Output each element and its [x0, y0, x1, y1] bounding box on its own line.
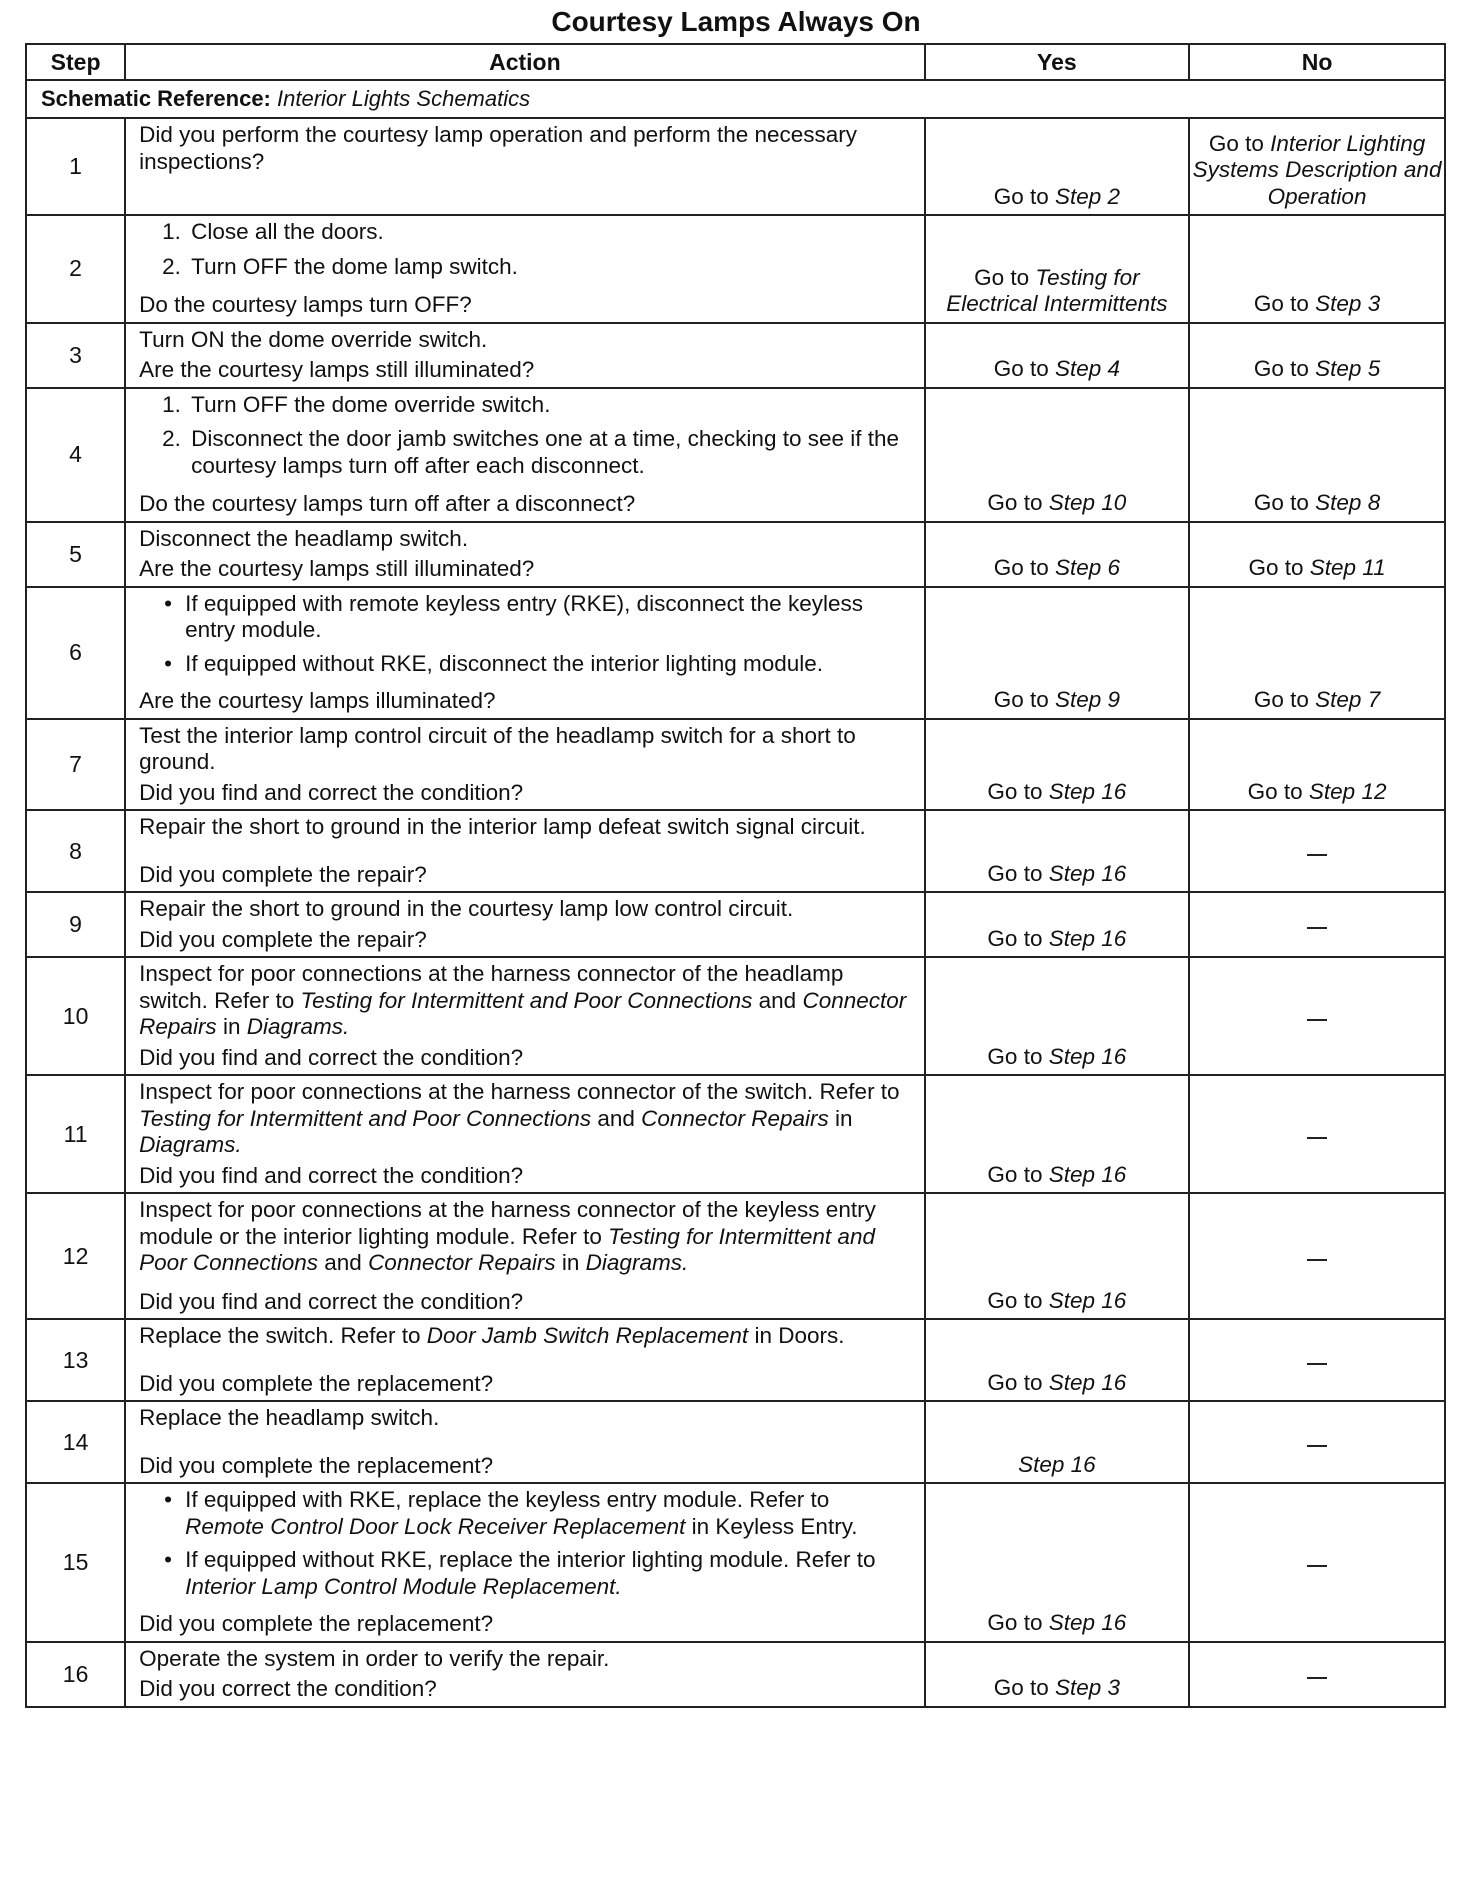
step-number: 11 — [26, 1075, 125, 1193]
action-content — [139, 1405, 909, 1479]
empty-dash — [1307, 1363, 1327, 1365]
table-row — [26, 1193, 1445, 1319]
action-cell — [125, 215, 924, 323]
table-row — [26, 1483, 1445, 1642]
reference-link[interactable]: Connector Repairs — [641, 1105, 829, 1131]
no-cell — [1189, 215, 1445, 323]
yes-cell — [925, 388, 1189, 522]
table-row — [26, 323, 1445, 388]
yes-prefix: Go to — [987, 1287, 1049, 1313]
instruction-text: Repair the short to ground in the courtesy lamp low control circuit. — [139, 896, 794, 921]
empty-dash — [1307, 1259, 1327, 1261]
instruction — [139, 723, 909, 776]
no-cell — [1189, 323, 1445, 388]
yes-cell — [925, 957, 1189, 1075]
yes-prefix: Go to — [993, 356, 1055, 381]
yes-prefix: Go to — [987, 1043, 1049, 1069]
yes-target-link[interactable]: Step 9 — [1054, 687, 1121, 712]
instruction — [139, 1079, 909, 1159]
yes-cell — [925, 323, 1189, 388]
yes-target-link[interactable]: Step 16 — [1048, 1610, 1127, 1635]
instruction — [139, 219, 909, 288]
reference-link[interactable]: Connector Repairs — [139, 987, 907, 1039]
reference-link[interactable]: Remote Control Door Lock Receiver Replacement — [185, 1513, 686, 1539]
step-number: 8 — [26, 810, 125, 892]
no-prefix: Go to — [1253, 291, 1316, 316]
yes-prefix: Go to — [993, 555, 1055, 580]
text-run: in — [555, 1250, 586, 1275]
step-number: 4 — [26, 388, 125, 522]
no-target-link[interactable]: Step 12 — [1308, 778, 1387, 804]
action-cell — [125, 1319, 924, 1401]
action-cell — [125, 388, 924, 522]
empty-dash — [1307, 1677, 1327, 1679]
instruction — [139, 1197, 909, 1277]
step-number: 5 — [26, 522, 125, 587]
no-prefix: Go to — [1247, 778, 1309, 804]
table-row — [26, 118, 1445, 215]
action-content — [139, 814, 909, 888]
no-cell — [1189, 587, 1445, 719]
action-content — [139, 122, 909, 211]
text-run: If equipped with RKE, replace the keyless entry module. Refer to — [185, 1487, 830, 1512]
table-row — [26, 522, 1445, 587]
yes-prefix: Go to — [987, 778, 1049, 804]
question-text: Did you complete the repair? — [139, 861, 427, 887]
instruction-text: Did you perform the courtesy lamp operation and perform the necessary inspections? — [139, 122, 858, 174]
yes-target-link[interactable]: Step 16 — [1048, 1369, 1127, 1395]
empty-dash — [1307, 1445, 1327, 1447]
yes-prefix: Go to — [993, 1675, 1055, 1700]
no-prefix: Go to — [1253, 687, 1316, 712]
yes-prefix: Go to — [987, 860, 1049, 886]
instruction — [139, 591, 909, 685]
no-cell — [1189, 1483, 1445, 1642]
list-item: 2. Disconnect the door jamb switches one at a time, checking to see if the courtesy lamps turn off after each disconnect. — [187, 426, 909, 479]
list-item: 1. Turn OFF the dome override switch. — [187, 392, 909, 419]
instruction — [139, 1487, 909, 1607]
text-run: in Doors. — [748, 1323, 845, 1348]
action-content — [139, 1646, 909, 1703]
question-text: Did you complete the repair? — [139, 926, 427, 952]
action-content — [139, 1079, 909, 1189]
step-number: 9 — [26, 892, 125, 957]
yes-cell — [925, 1075, 1189, 1193]
yes-cell — [925, 522, 1189, 587]
schematic-reference — [26, 80, 1445, 118]
reference-link[interactable]: Diagrams. — [246, 1014, 350, 1039]
reference-link[interactable]: Interior Lamp Control Module Replacement. — [185, 1573, 622, 1599]
action-content — [139, 526, 909, 583]
instruction — [139, 526, 909, 553]
step-number: 10 — [26, 957, 125, 1075]
schematic-label: Schematic Reference: — [41, 86, 271, 111]
table-row — [26, 587, 1445, 719]
yes-prefix: Go to — [993, 687, 1055, 712]
action-cell — [125, 323, 924, 388]
yes-prefix: Go to — [987, 1161, 1049, 1187]
bullet-list — [139, 1487, 909, 1600]
list-item: 1. Close all the doors. — [187, 219, 909, 246]
yes-target-link[interactable]: Step 6 — [1054, 555, 1121, 580]
text-run: in Keyless Entry. — [685, 1513, 858, 1539]
reference-link[interactable]: Testing for Intermittent and Poor Connections — [139, 1105, 592, 1131]
yes-prefix: Go to — [987, 1610, 1049, 1635]
instruction-text — [139, 961, 909, 1041]
action-content — [139, 723, 909, 807]
yes-target-link[interactable]: Step 16 — [1048, 778, 1127, 804]
action-content — [139, 1323, 909, 1397]
empty-dash — [1307, 1137, 1327, 1139]
action-cell — [125, 1401, 924, 1483]
yes-cell — [925, 215, 1189, 323]
table-row — [26, 388, 1445, 522]
question-text: Did you find and correct the condition? — [139, 1288, 524, 1314]
no-prefix: Go to — [1253, 356, 1316, 381]
action-cell — [125, 1075, 924, 1193]
yes-target-link[interactable]: Step 2 — [1054, 183, 1121, 209]
reference-link[interactable]: Testing for Intermittent and Poor Connections — [139, 1223, 875, 1275]
instruction-text: Replace the headlamp switch. — [139, 1405, 440, 1430]
no-prefix: Go to — [1208, 130, 1271, 156]
instruction-text: Turn ON the dome override switch. — [139, 326, 488, 352]
table-row — [26, 1319, 1445, 1401]
no-cell — [1189, 892, 1445, 957]
instruction-text — [139, 1323, 909, 1350]
reference-link[interactable]: Door Jamb Switch Replacement — [426, 1323, 749, 1348]
no-cell — [1189, 1642, 1445, 1707]
text-run: Inspect for poor connections at the harness connector of the keyless entry module or the interior lighting module. Refer to — [139, 1197, 876, 1249]
reference-link[interactable]: Connector Repairs — [368, 1250, 556, 1275]
no-target-link[interactable]: Step 11 — [1309, 555, 1386, 580]
no-prefix: Go to — [1248, 555, 1310, 580]
numbered-list — [139, 392, 909, 480]
instruction-text — [139, 1197, 909, 1277]
question-text: Do the courtesy lamps turn off after a disconnect? — [139, 491, 636, 516]
question-text: Did you find and correct the condition? — [139, 1162, 524, 1188]
text-run: and — [591, 1105, 642, 1131]
yes-prefix: Go to — [993, 183, 1055, 209]
instruction-text: Disconnect the headlamp switch. — [139, 525, 469, 551]
action-cell — [125, 1483, 924, 1642]
action-content — [139, 219, 909, 319]
yes-target-link[interactable]: Step 16 — [1018, 1451, 1096, 1477]
action-cell — [125, 957, 924, 1075]
action-content — [139, 327, 909, 384]
empty-dash — [1307, 927, 1327, 929]
yes-cell — [925, 118, 1189, 215]
text-run: Replace the switch. Refer to — [139, 1323, 427, 1348]
no-cell — [1189, 388, 1445, 522]
question-text: Did you complete the replacement? — [139, 1611, 494, 1636]
question-text: Did you find and correct the condition? — [139, 1044, 524, 1070]
empty-dash — [1307, 1565, 1327, 1567]
reference-link[interactable]: Diagrams. — [139, 1132, 242, 1157]
table-row — [26, 957, 1445, 1075]
no-cell — [1189, 1319, 1445, 1401]
step-number: 3 — [26, 323, 125, 388]
yes-cell — [925, 1319, 1189, 1401]
list-item: 2. Turn OFF the dome lamp switch. — [187, 254, 909, 281]
yes-cell — [925, 1483, 1189, 1642]
instruction — [139, 1323, 909, 1350]
step-number: 13 — [26, 1319, 125, 1401]
instruction-text — [139, 1079, 909, 1159]
step-number: 16 — [26, 1642, 125, 1707]
yes-cell — [925, 1193, 1189, 1319]
action-cell — [125, 118, 924, 215]
action-cell — [125, 810, 924, 892]
instruction — [139, 961, 909, 1041]
question-text: Are the courtesy lamps still illuminated? — [139, 357, 535, 382]
instruction — [139, 1646, 909, 1673]
yes-cell — [925, 810, 1189, 892]
instruction — [139, 1405, 909, 1432]
step-number: 6 — [26, 587, 125, 719]
instruction — [139, 896, 909, 923]
yes-cell — [925, 892, 1189, 957]
table-row — [26, 892, 1445, 957]
yes-cell — [925, 1642, 1189, 1707]
text-run: If equipped without RKE, replace the interior lighting module. Refer to — [185, 1547, 876, 1572]
instruction — [139, 392, 909, 488]
table-row — [26, 1075, 1445, 1193]
no-prefix: Go to — [1253, 490, 1316, 515]
no-target-link[interactable]: Step 8 — [1315, 490, 1381, 515]
text-run: in — [828, 1105, 853, 1131]
table-row — [26, 215, 1445, 323]
step-number: 12 — [26, 1193, 125, 1319]
schematic-reference-row — [26, 80, 1445, 118]
reference-link[interactable]: Testing for Intermittent and Poor Connections — [300, 987, 753, 1013]
reference-link[interactable]: Diagrams. — [585, 1250, 689, 1275]
yes-target-link[interactable]: Step 16 — [1048, 1287, 1127, 1313]
action-cell — [125, 719, 924, 811]
action-cell — [125, 522, 924, 587]
action-content — [139, 591, 909, 715]
yes-target-link[interactable]: Step 4 — [1054, 356, 1121, 381]
step-number: 14 — [26, 1401, 125, 1483]
yes-target-link[interactable]: Step 3 — [1054, 1675, 1121, 1700]
yes-target-link[interactable]: Step 10 — [1048, 490, 1127, 515]
action-cell — [125, 1193, 924, 1319]
no-target-link[interactable]: Step 7 — [1315, 687, 1381, 712]
bullet-list — [139, 591, 909, 678]
page-title: Courtesy Lamps Always On — [551, 6, 921, 37]
no-cell — [1189, 1193, 1445, 1319]
list-item — [185, 1487, 909, 1540]
text-run: and — [752, 987, 803, 1013]
action-content — [139, 1487, 909, 1638]
no-target-link[interactable]: Step 3 — [1315, 291, 1381, 316]
instruction-text: Repair the short to ground in the interior lamp defeat switch signal circuit. — [139, 814, 866, 839]
text-run: and — [318, 1250, 369, 1275]
question-text: Did you find and correct the condition? — [139, 779, 524, 805]
instruction — [139, 814, 909, 841]
yes-target-link[interactable]: Step 16 — [1048, 860, 1127, 886]
no-target-link[interactable]: Interior Lighting Systems Description and Operation — [1192, 130, 1442, 209]
header-step: Step — [26, 44, 125, 80]
list-item — [185, 1547, 909, 1600]
step-number: 15 — [26, 1483, 125, 1642]
list-item: • If equipped without RKE, disconnect the interior lighting module. — [185, 651, 909, 678]
no-cell — [1189, 522, 1445, 587]
text-run: Inspect for poor connections at the harness connector of the switch. Refer to — [139, 1079, 900, 1104]
question-text: Did you complete the replacement? — [139, 1370, 494, 1396]
header-row — [26, 44, 1445, 80]
empty-dash — [1307, 1019, 1327, 1021]
instruction — [139, 122, 909, 175]
action-content — [139, 392, 909, 518]
step-number: 2 — [26, 215, 125, 323]
table-row — [26, 810, 1445, 892]
action-cell — [125, 587, 924, 719]
action-content — [139, 961, 909, 1071]
question-text: Did you correct the condition? — [139, 1676, 437, 1701]
question-text: Did you complete the replacement? — [139, 1452, 494, 1478]
yes-cell — [925, 719, 1189, 811]
empty-dash — [1307, 854, 1327, 856]
step-number: 7 — [26, 719, 125, 811]
text-run: Inspect for poor connections at the harness connector of the headlamp switch. Refer to — [139, 961, 844, 1013]
instruction-text: Operate the system in order to verify the repair. — [139, 1645, 610, 1671]
list-item: • If equipped with remote keyless entry (RKE), disconnect the keyless entry module. — [185, 591, 909, 644]
question-text: Are the courtesy lamps illuminated? — [139, 688, 496, 713]
header-action: Action — [125, 44, 924, 80]
question-text: Are the courtesy lamps still illuminated? — [139, 556, 535, 581]
step-number: 1 — [26, 118, 125, 215]
no-cell — [1189, 719, 1445, 811]
instruction — [139, 327, 909, 354]
table-row — [26, 719, 1445, 811]
schematic-link[interactable]: Interior Lights Schematics — [277, 86, 531, 111]
table-row — [26, 1401, 1445, 1483]
text-run: in — [216, 1014, 247, 1039]
yes-target-link[interactable]: Step 16 — [1048, 1161, 1127, 1187]
no-cell — [1189, 118, 1445, 215]
yes-target-link[interactable]: Step 16 — [1048, 1043, 1127, 1069]
numbered-list — [139, 219, 909, 280]
no-cell — [1189, 1075, 1445, 1193]
yes-prefix: Go to — [987, 1369, 1049, 1395]
yes-cell — [925, 587, 1189, 719]
action-content — [139, 896, 909, 953]
yes-prefix: Go to — [987, 925, 1049, 951]
action-cell — [125, 892, 924, 957]
table-row — [26, 1642, 1445, 1707]
no-cell — [1189, 1401, 1445, 1483]
question-text: Do the courtesy lamps turn OFF? — [139, 292, 472, 317]
action-cell — [125, 1642, 924, 1707]
diagnostic-table — [25, 43, 1446, 1708]
instruction-text: Test the interior lamp control circuit of the headlamp switch for a short to ground. — [139, 722, 856, 774]
no-cell — [1189, 957, 1445, 1075]
no-target-link[interactable]: Step 5 — [1315, 356, 1381, 381]
no-cell — [1189, 810, 1445, 892]
yes-prefix: Go to — [974, 264, 1036, 290]
yes-target-link[interactable]: Testing for Electrical Intermittents — [946, 264, 1168, 316]
action-content — [139, 1197, 909, 1315]
header-yes: Yes — [925, 44, 1189, 80]
header-no: No — [1189, 44, 1445, 80]
yes-target-link[interactable]: Step 16 — [1048, 925, 1127, 951]
yes-prefix: Go to — [987, 490, 1049, 515]
yes-cell — [925, 1401, 1189, 1483]
